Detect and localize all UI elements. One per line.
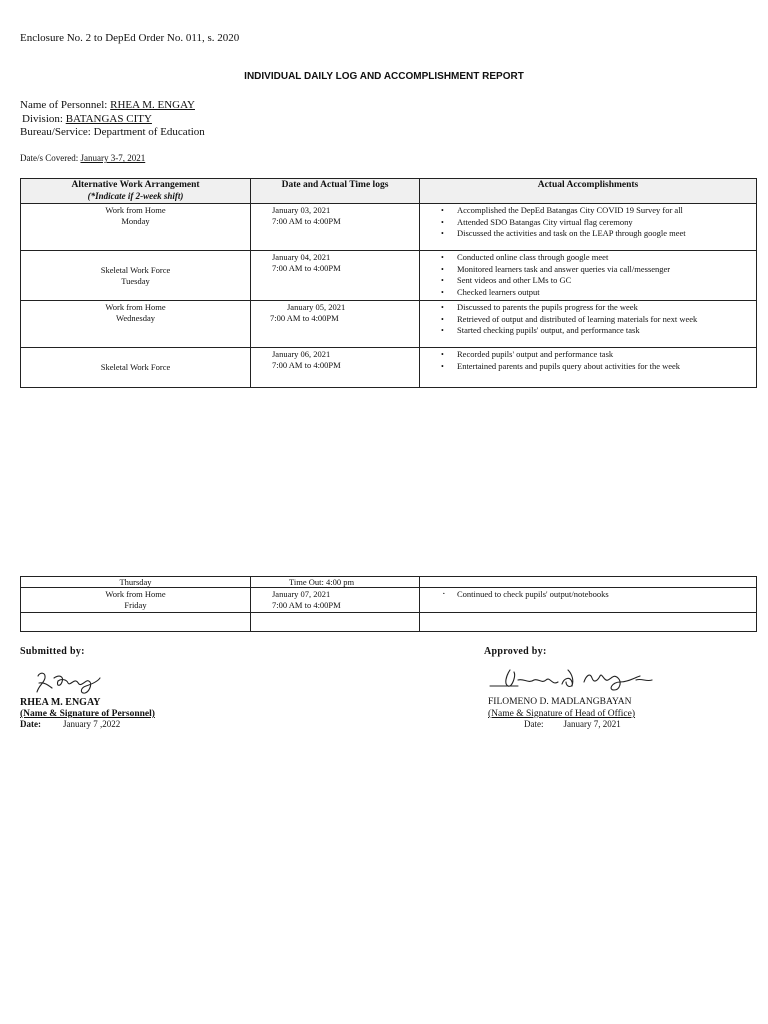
list-item: • Sent videos and other LMs to GC [457, 275, 756, 287]
time-text: 7:00 AM to 4:00PM [272, 216, 341, 226]
personnel-signature [34, 668, 104, 698]
division-label: Division: [22, 113, 66, 125]
date-time-cell [251, 588, 420, 613]
list-item: · Continued to check pupils' output/notebooks [457, 589, 756, 601]
date-time-cell [251, 348, 420, 388]
list-item: • Accomplished the DepEd Batangas City COVID 19 Survey for all [457, 205, 756, 217]
header-accomplishments-title: Actual Accomplishments [537, 180, 639, 190]
list-item: • Checked learners output [457, 287, 756, 299]
dates-covered-label: Date/s Covered: [20, 153, 81, 163]
bureau-line [20, 126, 205, 138]
arrangement-cell [21, 301, 251, 348]
list-item: • Retrieved of output and distributed of learning materials for next week [457, 314, 756, 326]
accomplishments-cell [420, 577, 757, 588]
header-arrangement-title: Alternative Work Arrangement [71, 180, 200, 190]
date-text: January 06, 2021 [272, 349, 331, 359]
list-item: • Monitored learners task and answer queries via call/messenger [457, 264, 756, 276]
date-text: January 07, 2021 [272, 589, 331, 599]
approved-date-value: January 7, 2021 [563, 719, 621, 729]
list-item: • Discussed the activities and task on the LEAP through google meet [457, 228, 756, 240]
head-of-office-name: FILOMENO D. MADLANGBAYAN [488, 697, 632, 707]
table-row [21, 577, 757, 588]
time-text: 7:00 AM to 4:00PM [272, 263, 341, 273]
list-item: • Conducted online class through google meet [457, 252, 756, 264]
approved-date-label: Date: [524, 719, 544, 729]
table-row [21, 204, 757, 251]
date-text: January 05, 2021 [287, 302, 346, 312]
day-text: Friday [124, 600, 147, 610]
personnel-caption: (Name & Signature of Personnel) [20, 709, 155, 719]
day-text: Wednesday [116, 313, 155, 323]
personnel-name-label: Name of Personnel: [20, 99, 111, 111]
arrangement-cell [21, 588, 251, 613]
arrangement-cell [21, 577, 251, 588]
accomplishment-list [420, 252, 756, 298]
daily-log-table [20, 178, 757, 388]
list-item: • Attended SDO Batangas City virtual flag ceremony [457, 217, 756, 229]
bureau-value: Department of Education [93, 126, 205, 138]
day-text: Tuesday [121, 275, 150, 286]
empty-cell [420, 613, 757, 632]
arrangement-cell [21, 348, 251, 388]
approved-date-line [524, 719, 621, 729]
date-text: January 04, 2021 [272, 252, 331, 262]
submitted-date-label: Date: [20, 719, 41, 729]
table-row [21, 588, 757, 613]
accomplishments-cell [420, 251, 757, 301]
arrangement-text: Work from Home [105, 302, 166, 312]
bureau-label: Bureau/Service: [20, 126, 94, 138]
personnel-name: RHEA M. ENGAY [20, 697, 101, 708]
date-time-cell [251, 251, 420, 301]
day-text: Thursday [119, 577, 152, 587]
arrangement-cell [21, 204, 251, 251]
accomplishment-list [420, 589, 756, 601]
accomplishment-list [420, 302, 756, 337]
personnel-name-line [20, 99, 195, 111]
head-of-office-signature [488, 664, 658, 696]
date-time-cell [251, 204, 420, 251]
accomplishment-list [420, 349, 756, 372]
date-text: January 03, 2021 [272, 205, 331, 215]
header-accomplishments [420, 179, 757, 204]
header-date-time [251, 179, 420, 204]
table-row [21, 348, 757, 388]
table-row [21, 251, 757, 301]
empty-cell [21, 613, 251, 632]
list-item: • Entertained parents and pupils query about activities for the week [457, 361, 756, 373]
submitted-by-label: Submitted by: [20, 646, 85, 657]
header-arrangement-note: (*Indicate if 2-week shift) [87, 191, 184, 201]
date-time-cell [251, 577, 420, 588]
arrangement-text: Skeletal Work Force [100, 362, 171, 372]
table-row [21, 613, 757, 632]
accomplishment-list [420, 205, 756, 240]
division-value: BATANGAS CITY [65, 113, 152, 125]
table-header-row [21, 179, 757, 204]
time-text: 7:00 AM to 4:00PM [272, 600, 341, 610]
time-text: Time Out: 4:00 pm [289, 577, 355, 587]
accomplishments-cell [420, 204, 757, 251]
arrangement-text: Work from Home [105, 589, 166, 599]
document-title: INDIVIDUAL DAILY LOG AND ACCOMPLISHMENT REPORT [244, 71, 524, 82]
approved-by-label: Approved by: [484, 646, 547, 657]
list-item: • Started checking pupils' output, and performance task [457, 325, 756, 337]
arrangement-text: Work from Home [105, 205, 166, 215]
continuation-table [20, 576, 757, 632]
arrangement-text: Skeletal Work Force [100, 264, 171, 275]
head-of-office-caption: (Name & Signature of Head of Office) [488, 709, 636, 719]
table-row [21, 301, 757, 348]
personnel-name-value: RHEA M. ENGAY [110, 99, 195, 111]
enclosure-note: Enclosure No. 2 to DepEd Order No. 011, s. 2020 [20, 32, 240, 44]
header-arrangement [21, 179, 251, 204]
accomplishments-cell [420, 301, 757, 348]
empty-cell [251, 613, 420, 632]
accomplishments-cell [420, 588, 757, 613]
time-text: 7:00 AM to 4:00PM [272, 360, 341, 370]
submitted-date-line [20, 719, 120, 729]
submitted-date-value: January 7 ,2022 [63, 719, 121, 729]
dates-covered-line [20, 153, 145, 163]
list-item: • Discussed to parents the pupils progress for the week [457, 302, 756, 314]
time-text: 7:00 AM to 4:00PM [270, 313, 339, 323]
dates-covered-value: January 3-7, 2021 [80, 153, 146, 163]
list-item: • Recorded pupils' output and performance task [457, 349, 756, 361]
header-date-time-title: Date and Actual Time logs [281, 180, 389, 190]
day-text: Monday [121, 216, 150, 226]
accomplishments-cell [420, 348, 757, 388]
date-time-cell [251, 301, 420, 348]
division-line [22, 113, 152, 125]
arrangement-cell [21, 251, 251, 301]
